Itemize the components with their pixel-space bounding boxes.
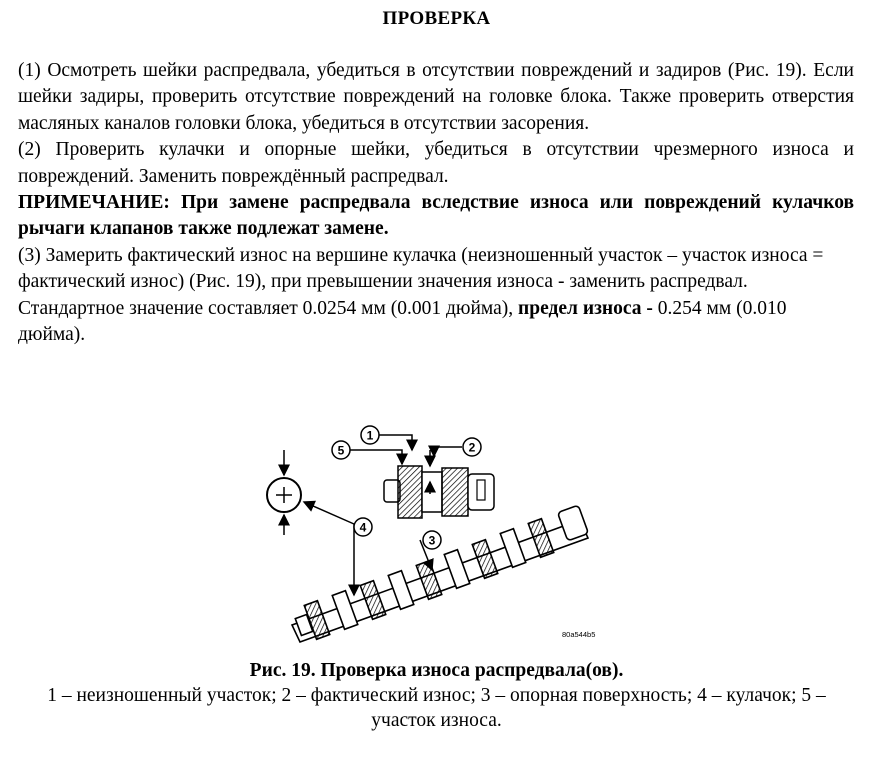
- svg-text:2: 2: [468, 440, 476, 455]
- figure-code: 80a544b5: [562, 630, 596, 639]
- cam-lobe-section: [267, 450, 301, 535]
- paragraph-1: (1) Осмотреть шейки распредвала, убедиться в отсутствии повреждений и задиров (Рис. 19). Если шейки задиры, проверить отсутствие повреждений на головке блока. Также проверить отверстия масляных каналов головки блока, убедиться в отсутствии засорения.: [18, 60, 854, 134]
- svg-text:3: 3: [428, 533, 436, 548]
- camshaft-figure: [262, 420, 612, 650]
- callout-4: [354, 518, 372, 536]
- paragraph-3: [18, 243, 854, 349]
- wear-limit-label: предел износа -: [518, 297, 653, 319]
- callout-2: [463, 438, 481, 456]
- callout-1: [361, 426, 379, 444]
- svg-text:5: 5: [337, 443, 345, 458]
- lobe-wear-detail: [384, 450, 494, 518]
- page-title: ПРОВЕРКА: [382, 8, 491, 29]
- caption-legend: 1 – неизношенный участок; 2 – фактический износ; 3 – опорная поверхность; 4 – кулачок; 5 – участок износа.: [47, 685, 826, 731]
- figure-caption: [0, 658, 873, 733]
- callout-5: [332, 441, 350, 459]
- svg-text:1: 1: [366, 428, 374, 443]
- paragraph-3-main: (3) Замерить фактический износ на вершине кулачка (неизношенный участок – участок износа = фактический износ) (Рис. 19), при превышении значения износа - заменить распредвал. Стандартное значение составляет 0.0254 мм (0.001 дюйма),: [18, 244, 824, 319]
- camshaft-body: [292, 505, 588, 642]
- caption-title: Рис. 19. Проверка износа распредвала(ов).: [249, 660, 624, 681]
- callout-3: [423, 531, 441, 549]
- body-text: [18, 58, 854, 348]
- wear-limit-value: 0.254 мм (0.010 дюйма).: [18, 297, 787, 346]
- svg-text:4: 4: [359, 520, 367, 535]
- note-paragraph: ПРИМЕЧАНИЕ: При замене распредвала вследствие износа или повреждений кулачков рычаги клапанов также подлежат замене.: [18, 192, 854, 240]
- paragraph-2: (2) Проверить кулачки и опорные шейки, убедиться в отсутствии чрезмерного износа и повреждений. Заменить повреждённый распредвал.: [18, 139, 854, 187]
